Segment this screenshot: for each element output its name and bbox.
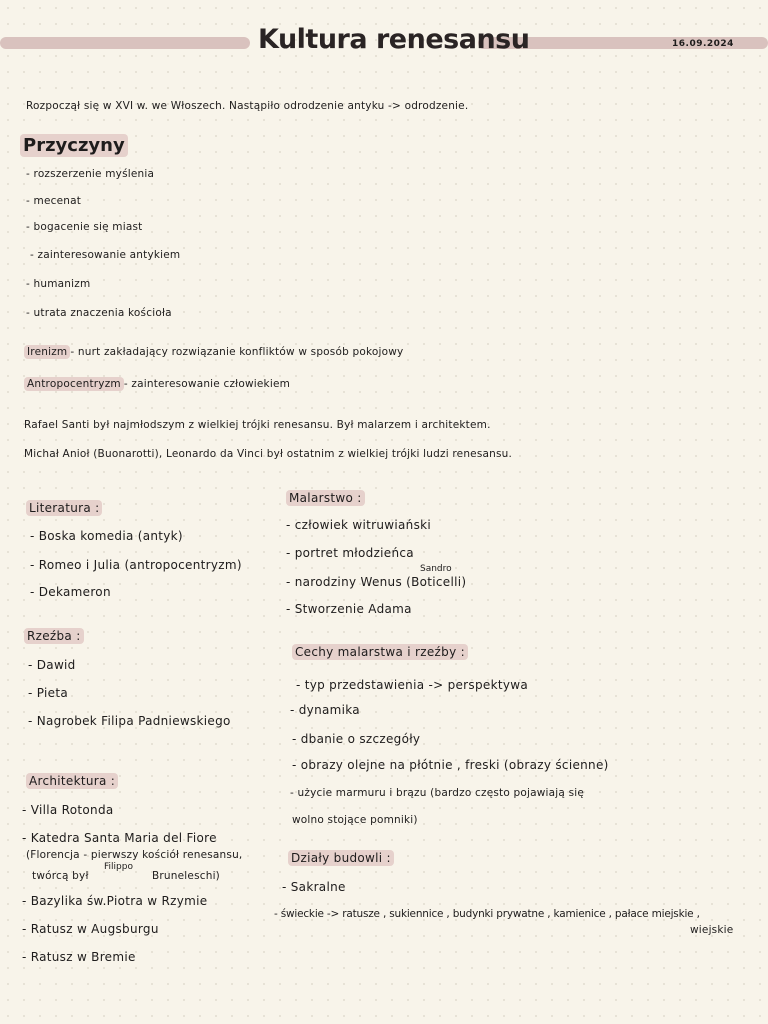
- list-item-note: (Florencja - pierwszy kościół renesansu,: [26, 849, 243, 861]
- list-item: - dbanie o szczegóły: [292, 732, 421, 746]
- sculpture-heading: Rzeźba :: [24, 628, 84, 644]
- list-item: - rozszerzenie myślenia: [26, 168, 155, 180]
- list-item: - mecenat: [26, 195, 82, 207]
- architecture-heading: Architektura :: [26, 773, 118, 789]
- list-item: - dynamika: [290, 703, 360, 717]
- list-item-cont: wolno stojące pomniki): [292, 814, 418, 826]
- list-item: - Stworzenie Adama: [286, 602, 412, 616]
- list-item-cont: wiejskie: [690, 924, 734, 936]
- building-heading: Działy budowli :: [288, 850, 394, 866]
- list-item: - utrata znaczenia kościoła: [26, 307, 172, 319]
- list-item: - Dekameron: [30, 585, 111, 599]
- list-item: - świeckie -> ratusze , sukiennice , budynki prywatne , kamienice , pałace miejskie ,: [274, 908, 700, 920]
- definition-anthropocentrism: [24, 378, 290, 390]
- list-item: - Romeo i Julia (antropocentryzm): [30, 558, 242, 572]
- definition-term: Irenizm: [24, 345, 70, 359]
- list-item: - typ przedstawienia -> perspektywa: [296, 678, 528, 692]
- title-bar-left: [0, 37, 250, 49]
- note-rafael: Rafael Santi był najmłodszym z wielkiej trójki renesansu. Był malarzem i architektem.: [24, 419, 491, 431]
- list-item: - Ratusz w Augsburgu: [22, 922, 159, 936]
- list-item: - Nagrobek Filipa Padniewskiego: [28, 714, 231, 728]
- list-item: - Katedra Santa Maria del Fiore: [22, 831, 217, 845]
- list-item-note: Filippo: [104, 862, 133, 872]
- list-item-note: Bruneleschi): [152, 870, 220, 882]
- list-item: - humanizm: [26, 278, 91, 290]
- note-date: 16.09.2024: [672, 39, 734, 49]
- list-item: - Pieta: [28, 686, 68, 700]
- list-item: - zainteresowanie antykiem: [30, 249, 181, 261]
- list-item: - użycie marmuru i brązu (bardzo często pojawiają się: [290, 787, 585, 799]
- list-item: - Sakralne: [282, 880, 346, 894]
- painting-heading: Malarstwo :: [286, 490, 365, 506]
- list-item-note: twórcą był: [32, 870, 89, 882]
- definition-irenism: [24, 346, 403, 358]
- list-item: - człowiek witruwiański: [286, 518, 432, 532]
- list-item: - Dawid: [28, 658, 76, 672]
- list-item: - Boska komedia (antyk): [30, 529, 183, 543]
- definition-term: Antropocentryzm: [24, 377, 124, 391]
- features-heading: Cechy malarstwa i rzeźby :: [292, 644, 468, 660]
- list-item: - bogacenie się miast: [26, 221, 143, 233]
- literature-heading: Literatura :: [26, 500, 102, 516]
- note-michelangelo: Michał Anioł (Buonarotti), Leonardo da Vinci był ostatnim z wielkiej trójki ludzi renesansu.: [24, 448, 513, 460]
- list-item: - narodziny Wenus (Boticelli): [286, 575, 467, 589]
- list-item: - Villa Rotonda: [22, 803, 114, 817]
- causes-heading: Przyczyny: [20, 134, 128, 157]
- list-item: - obrazy olejne na płótnie , freski (obrazy ścienne): [292, 758, 609, 772]
- definition-text: - zainteresowanie człowiekiem: [123, 378, 291, 390]
- painting-note-above: Sandro: [420, 564, 452, 574]
- definition-text: - nurt zakładający rozwiązanie konfliktów w sposób pokojowy: [70, 346, 404, 358]
- list-item: - portret młodzieńca: [286, 546, 414, 560]
- list-item: - Ratusz w Bremie: [22, 950, 136, 964]
- list-item: - Bazylika św.Piotra w Rzymie: [22, 894, 208, 908]
- intro-text: Rozpoczął się w XVI w. we Włoszech. Nastąpiło odrodzenie antyku -> odrodzenie.: [26, 100, 469, 112]
- page-title: Kultura renesansu: [258, 24, 530, 55]
